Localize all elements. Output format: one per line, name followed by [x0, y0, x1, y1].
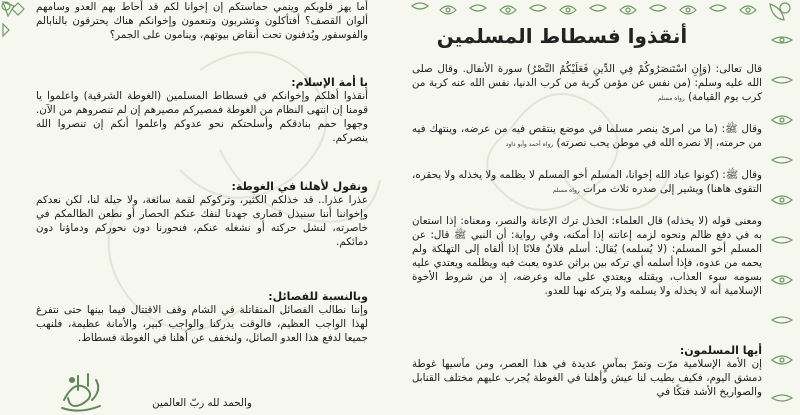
right-border-ornaments	[770, 3, 792, 401]
paragraph-text: وقال ﷺ: (ما من امرئ ينصر مسلما في موضع ينتقص فيه من عرضه، وينتهك فيه من حرمته، إلا نصره الله في موطن يحب نصرته)	[412, 123, 762, 149]
paragraph-ummah: أنقذوا أهلكم وإخوانكم في فسطاط المسلمين (الغوطة الشرقية) واعلموا يا قومنا إن انتهى النظام من الغوطة فمصيركم مصيرهم إن لم تنصروهم من الآن. وجهوا حمم بنادقكم وأسلحتكم نحو عدوكم واعلموا أنكم إن تنصروا الله ينصركم.	[36, 90, 368, 144]
intro-block	[412, 62, 762, 106]
opening-block	[36, 0, 368, 42]
source-note: رواه أحمد وأبو داود	[505, 141, 554, 148]
paragraph-explanation: ومعنى قوله (لا يخذله) قال العلماء: الخذل ترك الإعانة والنصر، ومعناه: إذا استعان به في دفع ظالم ونحوه لزمه إعانته إذا أمكنه، وفي رواية: أن النبي ﷺ قال: عن المسلم أخو المسلم: (لا يُسلمه) يُقال: أسلم فلانٌ فلانًا إذا ألقاه إلى التهلكة ولم يحمه من عدوه، فإذا أسلمه أي تركه بين براثن عدوه يعبث فيه ويظلمه ويعتدي عليه بسومه سوء العذاب، ويقتله ويعتدي على ماله وعرضه، إذ من شروط الأخوة الإسلامية أنه لا يخذله ولا يسلمه ولا يتركه نهبا للعدو.	[412, 215, 762, 297]
paragraph-text: وقال ﷺ: (كونوا عباد الله إخوانا، المسلم أخو المسلم لا يظلمه ولا يخذله ولا يحقره، التقوى هاهنا) ويشير إلى صدره ثلاث مرات	[412, 169, 762, 195]
muslims-section	[412, 344, 762, 399]
hadith-block-2	[412, 122, 762, 152]
section-heading: يا أمة الإسلام:	[291, 76, 368, 89]
explanation-block	[412, 214, 762, 298]
source-note: رواه مسلم	[657, 95, 685, 102]
paragraph-hadith	[412, 168, 762, 198]
paragraph-quran-hadith	[412, 62, 762, 106]
ummah-section	[36, 76, 368, 145]
corner-ornament-left	[2, 2, 24, 36]
right-column	[412, 0, 762, 415]
paragraph-factions: وإننا نطالب الفصائل المتقاتلة في الشام وقف الاقتتال فيما بينها حتى نتفرغ لهذا الواجب العظيم، فالوقت يدركنا والواجب كبير، والأمانة عظيمة، فلنهب جميعا لدفع هذا العدو الصائل، ولنخفف عن أهلنا في الغوطة فسطاط.	[36, 304, 368, 344]
left-column	[36, 0, 368, 415]
section-heading: أيها المسلمون:	[679, 344, 762, 357]
calligraphy-logo	[58, 370, 104, 412]
section-heading: ونقول لأهلنا في الغوطة:	[231, 180, 368, 193]
paragraph-opening: أما يهز قلوبكم وينمي حماستكم إن إخوانا لكم قد أحاط بهم العدو وسامهم ألوان القصف؟ أفتأكلون وتشربون وتنعمون وإخوانكم هناك يحترقون بالنابالم والفوسفور ويُدفنون تحت أنقاض بيوتهم، وينامون على الجمر؟	[36, 1, 368, 41]
factions-section	[36, 290, 368, 345]
page-title: أنقذوا فسطاط المسلمين	[436, 24, 688, 48]
paragraph-hadith	[412, 122, 762, 152]
ghouta-section	[36, 180, 368, 249]
paragraph-text: قال تعالى: (وَإِنِ اسْتَنصَرُوكُمْ فِي الدِّينِ فَعَلَيْكُمُ النَّصْرُ) سورة الأنفال. وقال صلى الله عليه وسلم: (من نفس عن مؤمن كربة من كرب الدنيا، نفس الله عنه كربة من كرب يوم القيامة)	[412, 63, 762, 103]
paragraph-ghouta: عذرا عذرا.. قد خذلكم الكثير، وتركوكم لقمة سائغة، ولا حيلة لنا، لكن نعدكم وإخواننا أننا سنبذل قصارى جهدنا لنفك عنكم الحصار أو نطعن الظالمكم في خاصرته، لنشل حركته أو نشغله عنكم، فنحورنا دون نحوركم ودماؤنا دون دمائكم.	[36, 194, 368, 248]
closing-line: والحمد لله ربّ العالمين	[152, 397, 252, 409]
section-heading: وبالنسبة للفصائل:	[268, 290, 368, 303]
source-note: رواه مسلم	[552, 187, 580, 194]
hadith-block-3	[412, 168, 762, 198]
paragraph-muslims: إن الأمة الإسلامية مرّت وتمرّ بمآسٍ عديدة في هذا العصر، ومن مآسيها غوطة دمشق اليوم، فكيف يطيب لنا عيش وأهلنا في الغوطة يُجرب عليهم مختلف القنابل والصواريخ الأشد فتكًا في	[412, 358, 762, 398]
